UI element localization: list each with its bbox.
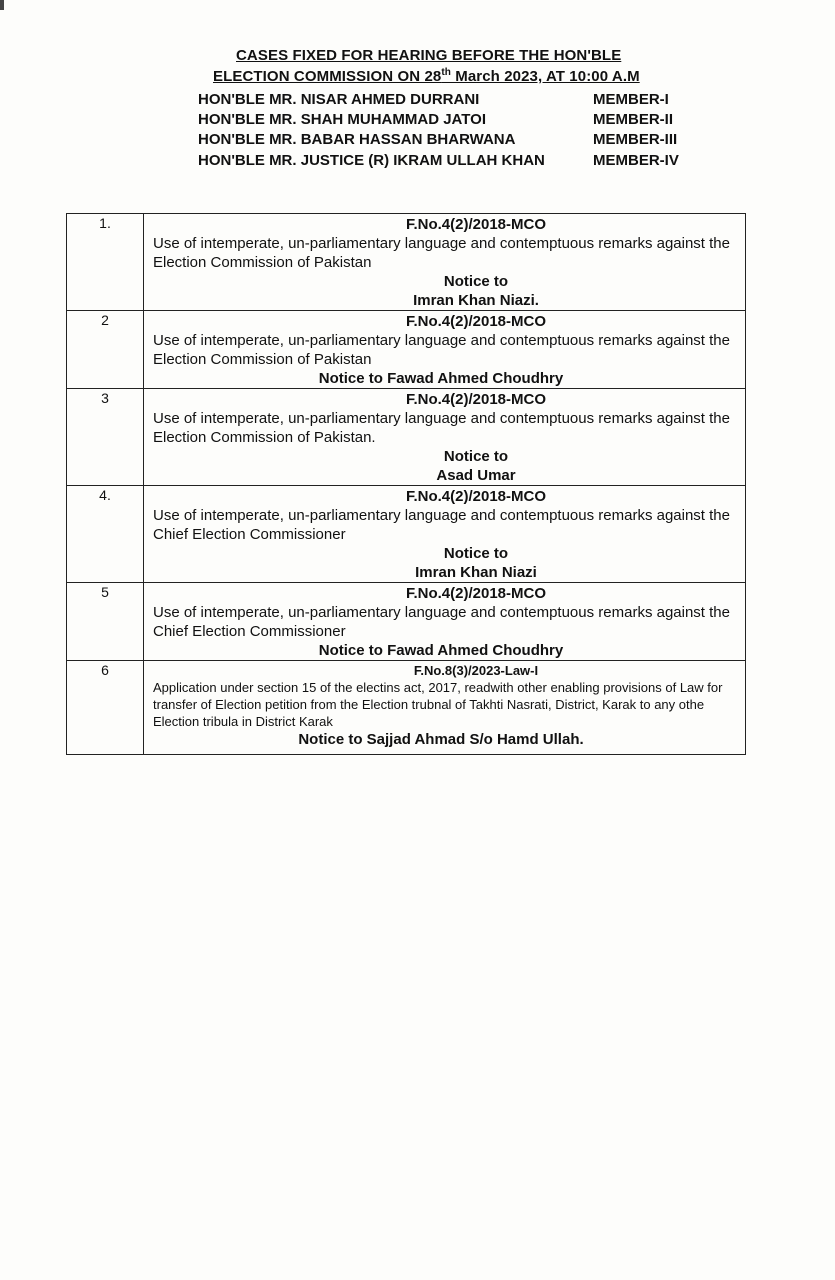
table-row — [67, 661, 746, 755]
notice-respondent: Asad Umar — [436, 467, 516, 484]
member-role: MEMBER-II — [593, 111, 673, 128]
member-name: HON'BLE MR. SHAH MUHAMMAD JATOI — [198, 111, 487, 128]
member-role: MEMBER-III — [593, 131, 678, 148]
case-number: 4. — [67, 486, 144, 583]
table-row — [67, 214, 746, 311]
member-name: HON'BLE MR. BABAR HASSAN BHARWANA — [198, 131, 516, 148]
case-description: Use of intemperate, un-parliamentary language and contemptuous remarks against the Chief Election Commissioner — [153, 507, 730, 543]
member-name: HON'BLE MR. JUSTICE (R) IKRAM ULLAH KHAN — [198, 152, 545, 169]
case-details — [144, 661, 746, 755]
member-row-4 — [198, 152, 698, 172]
case-number: 6 — [67, 661, 144, 755]
title-line-1: CASES FIXED FOR HEARING BEFORE THE HON'BLE — [236, 47, 622, 64]
title-line-2-date: ELECTION COMMISSION ON 28 — [213, 68, 442, 85]
member-name: HON'BLE MR. NISAR AHMED DURRANI — [198, 91, 480, 108]
file-number: F.No.4(2)/2018-MCO — [405, 585, 547, 602]
file-number: F.No.4(2)/2018-MCO — [405, 488, 547, 505]
case-number: 5 — [67, 583, 144, 661]
title-line-2 — [213, 67, 640, 85]
scan-mark — [0, 0, 4, 10]
case-details — [144, 583, 746, 661]
notice-respondent: Notice to Fawad Ahmed Choudhry — [318, 642, 564, 659]
title-line-2-time: March 2023, AT 10:00 A.M — [451, 68, 640, 85]
table-row — [67, 311, 746, 389]
case-description: Use of intemperate, un-parliamentary language and contemptuous remarks against the Election Commission of Pakistan. — [153, 410, 730, 446]
file-number: F.No.4(2)/2018-MCO — [405, 216, 547, 233]
notice-label: Notice to — [443, 448, 509, 465]
file-number: F.No.4(2)/2018-MCO — [405, 391, 547, 408]
case-description: Use of intemperate, un-parliamentary language and contemptuous remarks against the Election Commission of Pakistan — [153, 235, 730, 271]
case-details — [144, 214, 746, 311]
case-description: Use of intemperate, un-parliamentary language and contemptuous remarks against the Chief Election Commissioner — [153, 604, 730, 640]
title-line-2-sup: th — [441, 67, 451, 78]
notice-label: Notice to — [443, 273, 509, 290]
member-row-1 — [198, 91, 698, 111]
file-number: F.No.8(3)/2023-Law-I — [413, 663, 539, 678]
case-description: Use of intemperate, un-parliamentary language and contemptuous remarks against the Election Commission of Pakistan — [153, 332, 730, 368]
member-role: MEMBER-I — [593, 91, 669, 108]
member-row-3 — [198, 131, 698, 151]
case-details — [144, 311, 746, 389]
notice-respondent: Notice to Sajjad Ahmad S/o Hamd Ullah. — [298, 731, 584, 748]
table-row — [67, 389, 746, 486]
member-row-2 — [198, 111, 698, 131]
file-number: F.No.4(2)/2018-MCO — [405, 313, 547, 330]
table-row — [67, 486, 746, 583]
cases-table — [66, 213, 746, 755]
case-description: Application under section 15 of the electins act, 2017, readwith other enabling provisions of Law for transfer of Election petition from the Election trubnal of Takhti Nasrati, District, Karak to any othe Election tribula in District Karak — [153, 680, 723, 729]
notice-respondent: Imran Khan Niazi — [415, 564, 537, 581]
notice-respondent: Notice to Fawad Ahmed Choudhry — [318, 370, 564, 387]
case-number: 3 — [67, 389, 144, 486]
notice-respondent: Imran Khan Niazi. — [413, 292, 539, 309]
table-row — [67, 583, 746, 661]
member-role: MEMBER-IV — [593, 152, 679, 169]
case-details — [144, 486, 746, 583]
notice-label: Notice to — [443, 545, 509, 562]
case-details — [144, 389, 746, 486]
case-number: 1. — [67, 214, 144, 311]
case-number: 2 — [67, 311, 144, 389]
